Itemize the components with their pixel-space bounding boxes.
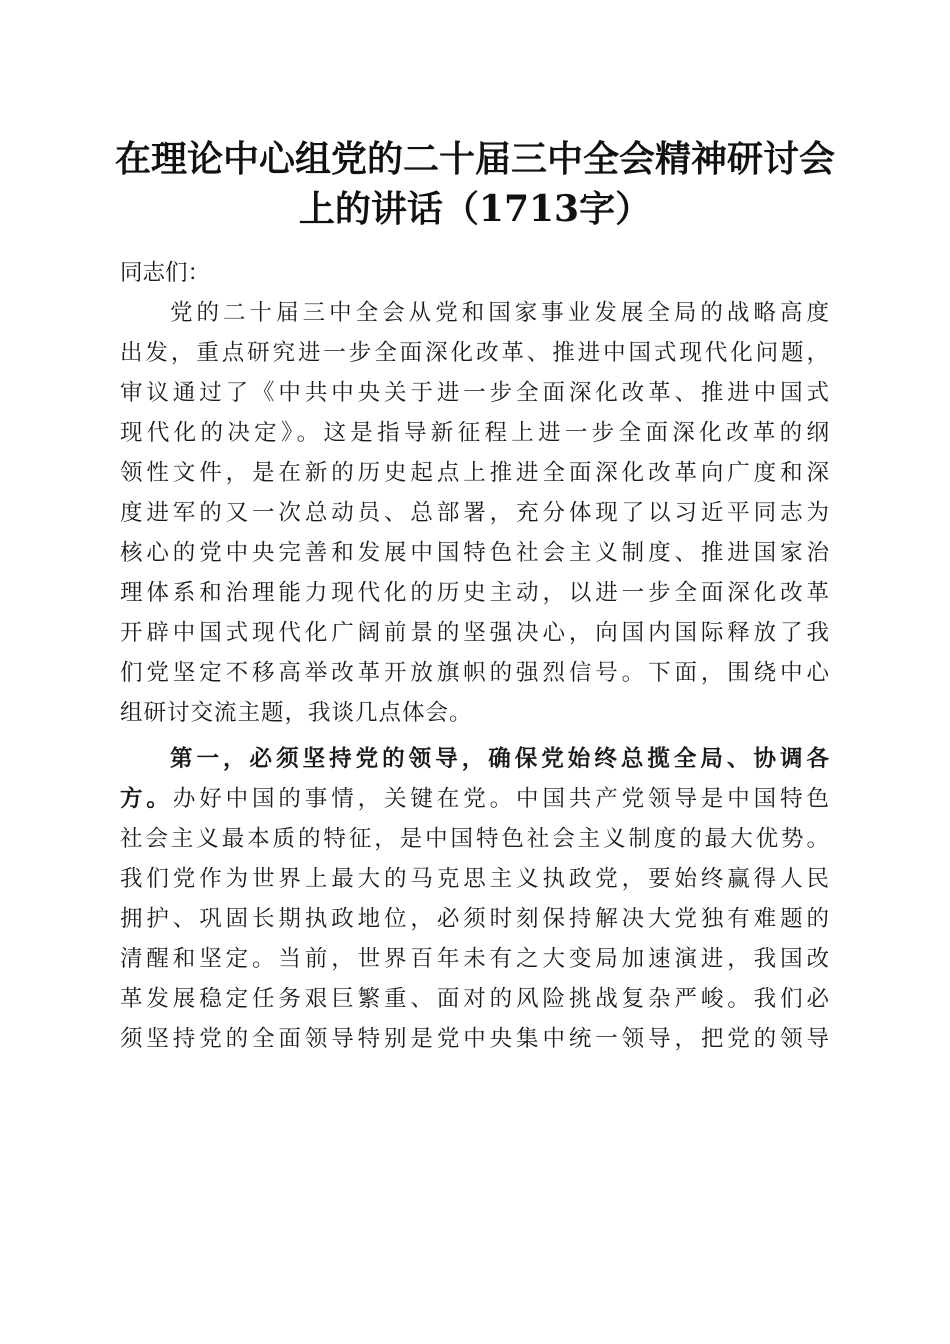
paragraph-line: 现代化的决定》。这是指导新征程上进一步全面深化改革的纲 xyxy=(120,420,830,446)
paragraph-line: 领性文件，是在新的历史起点上推进全面深化改革向广度和深 xyxy=(120,460,830,486)
paragraph-line: 清醒和坚定。当前，世界百年未有之大变局加速演进，我国改 xyxy=(120,946,830,972)
salutation: 同志们： xyxy=(120,260,211,286)
title-line-1: 在理论中心组党的二十届三中全会精神研讨会 xyxy=(114,138,835,180)
paragraph-line: 出发，重点研究进一步全面深化改革、推进中国式现代化问题， xyxy=(120,340,830,366)
paragraph-1 xyxy=(120,293,830,733)
paragraph-line: 组研讨交流主题，我谈几点体会。 xyxy=(120,700,473,726)
paragraph-line: 理体系和治理能力现代化的历史主动，以进一步全面深化改革 xyxy=(120,580,830,606)
paragraph-line: 须坚持党的全面领导特别是党中央集中统一领导，把党的领导 xyxy=(120,1026,830,1052)
paragraph-line: 们党坚定不移高举改革开放旗帜的强烈信号。下面，围绕中心 xyxy=(120,660,830,686)
paragraph-line: 党的二十届三中全会从党和国家事业发展全局的战略高度 xyxy=(170,300,830,326)
paragraph-line: 核心的党中央完善和发展中国特色社会主义制度、推进国家治 xyxy=(120,540,830,566)
paragraph-line: 拥护、巩固长期执政地位，必须时刻保持解决大党独有难题的 xyxy=(120,906,830,932)
document-body xyxy=(120,253,830,1059)
paragraph-line: 审议通过了《中共中央关于进一步全面深化改革、推进中国式 xyxy=(120,380,830,406)
document-title xyxy=(100,134,850,234)
paragraph-line xyxy=(120,779,830,819)
title-line-2: 上的讲话（1713字） xyxy=(298,188,652,230)
paragraph-line: 社会主义最本质的特征，是中国特色社会主义制度的最大优势。 xyxy=(120,826,830,852)
section-heading-end: 方。 xyxy=(120,786,173,812)
paragraph-line-text: 办好中国的事情，关键在党。中国共产党领导是中国特色 xyxy=(172,786,830,812)
paragraph-line: 革发展稳定任务艰巨繁重、面对的风险挑战复杂严峻。我们必 xyxy=(120,986,830,1012)
paragraph-line: 我们党作为世界上最大的马克思主义执政党，要始终赢得人民 xyxy=(120,866,830,892)
paragraph-2 xyxy=(120,739,830,1059)
paragraph-line: 度进军的又一次总动员、总部署，充分体现了以习近平同志为 xyxy=(120,500,830,526)
section-heading: 第一，必须坚持党的领导，确保党始终总揽全局、协调各 xyxy=(170,746,830,772)
paragraph-line: 开辟中国式现代化广阔前景的坚强决心，向国内国际释放了我 xyxy=(120,620,830,646)
